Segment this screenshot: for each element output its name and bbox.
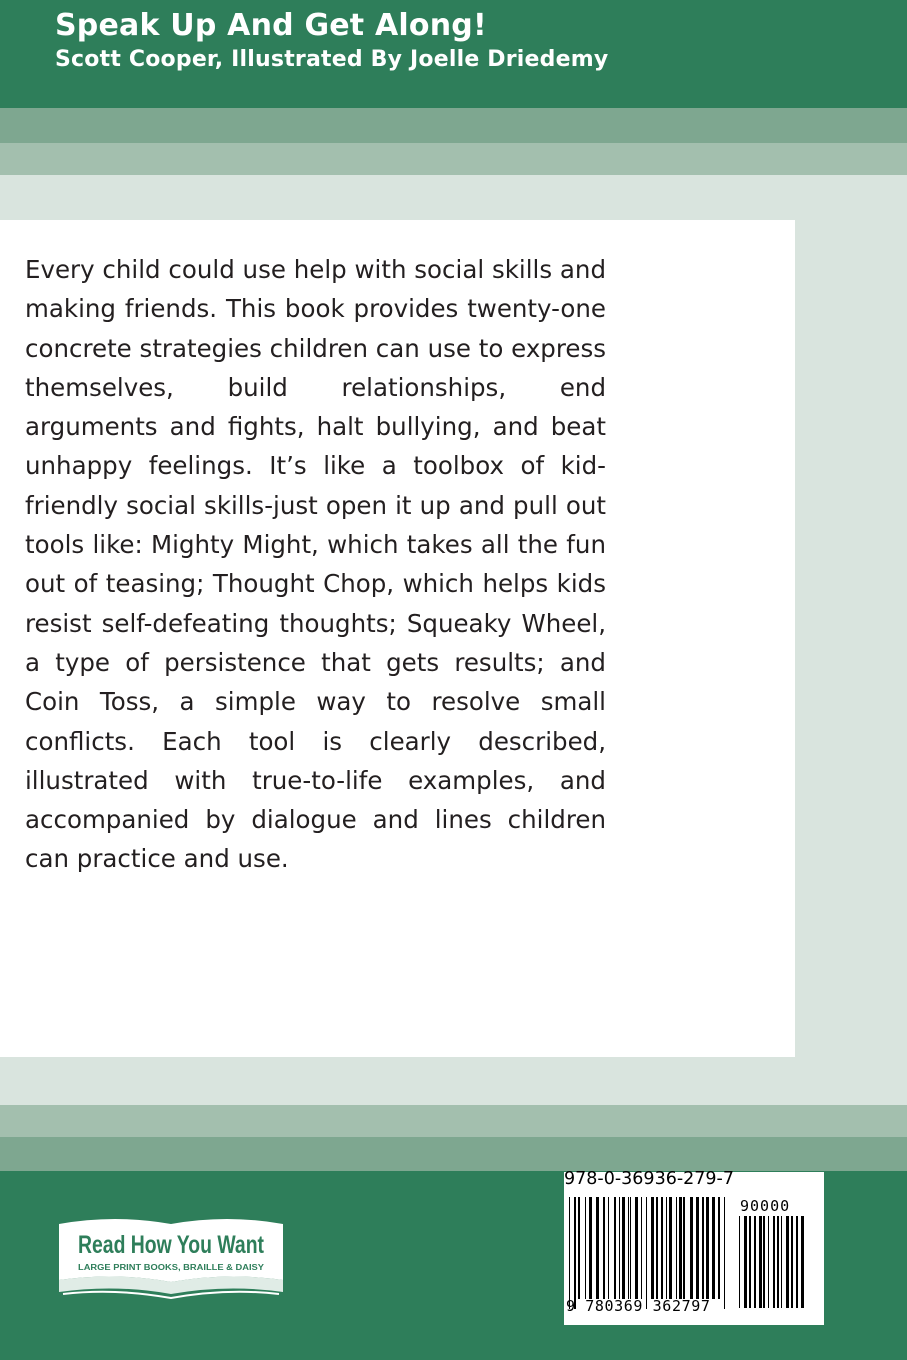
barcode-bar xyxy=(801,1216,804,1308)
barcode-bar xyxy=(589,1197,592,1299)
barcode-bar xyxy=(669,1197,672,1299)
barcode-bar xyxy=(706,1197,709,1299)
barcode-bar xyxy=(781,1216,782,1308)
barcode-bar xyxy=(646,1197,647,1309)
barcode-bar xyxy=(578,1197,580,1299)
bottom-stripe-light xyxy=(0,1105,907,1137)
barcode-bar xyxy=(791,1216,793,1308)
barcode-bar xyxy=(635,1197,638,1299)
publisher-tagline: LARGE PRINT BOOKS, BRAILLE & DAISY xyxy=(78,1263,265,1272)
barcode-bar xyxy=(622,1197,625,1299)
open-book-icon xyxy=(55,1216,287,1302)
barcode-bar xyxy=(603,1197,605,1299)
bottom-stripe-mid xyxy=(0,1137,907,1171)
isbn-barcode xyxy=(568,1197,730,1309)
book-blurb: Every child could use help with social skills and making friends. This book provides twenty-one concrete strategies children can use to express themselves, build relationships, end arguments and fights, halt bullying, and beat unhappy feelings. It’s like a toolbox of kid-friendly social skills-just open it up and pull out tools like: Mighty Might, which takes all the fun out of teasing; Thought Chop, which helps kids resist self-defeating thoughts; Squeaky Wheel, a type of persistence that gets results; and Coin Toss, a simple way to resolve small conflicts. Each tool is clearly described, illustrated with true-to-life examples, and accompanied by dialogue and lines children can practice and use. xyxy=(25,255,606,874)
isbn-number: 978-0-36936-279-7 xyxy=(564,1169,735,1189)
top-stripe-light xyxy=(0,143,907,175)
price-code: 90000 xyxy=(740,1197,791,1215)
barcode-bar xyxy=(596,1197,599,1299)
barcode-bar xyxy=(690,1197,693,1299)
barcode-bar xyxy=(683,1197,685,1299)
barcode-bar xyxy=(574,1197,576,1309)
barcode-bar xyxy=(608,1197,609,1299)
barcode-bar xyxy=(763,1216,765,1308)
barcode-bar xyxy=(630,1197,631,1299)
price-addon-barcode xyxy=(738,1216,808,1318)
barcode-bar xyxy=(585,1197,586,1299)
barcode-bar xyxy=(786,1216,789,1308)
book-byline: Scott Cooper, Illustrated By Joelle Driedemy xyxy=(55,47,609,72)
barcode-bar xyxy=(773,1216,775,1308)
barcode-bar xyxy=(651,1197,654,1299)
cover-header xyxy=(0,0,907,108)
barcode-bar xyxy=(718,1197,720,1299)
barcode-bar xyxy=(768,1216,769,1308)
barcode-bar xyxy=(754,1216,756,1308)
barcode-bar xyxy=(796,1216,798,1308)
barcode-bar xyxy=(724,1197,725,1309)
book-title: Speak Up And Get Along! xyxy=(55,8,487,43)
barcode-bar xyxy=(759,1216,762,1308)
barcode-bar xyxy=(628,1197,629,1299)
publisher-name: Read How You Want xyxy=(78,1231,265,1259)
publisher-logo xyxy=(55,1216,287,1302)
barcode-bar xyxy=(744,1216,747,1308)
barcode-bar xyxy=(696,1197,699,1299)
barcode-bar xyxy=(661,1197,663,1299)
barcode-bar xyxy=(569,1197,570,1309)
barcode-digits: 9 780369 362797 xyxy=(566,1297,711,1315)
barcode-bar xyxy=(679,1197,682,1299)
top-stripe-mid xyxy=(0,108,907,143)
barcode-bar xyxy=(619,1197,620,1299)
barcode-bar xyxy=(656,1197,658,1299)
barcode-bar xyxy=(777,1216,779,1308)
barcode-bar xyxy=(641,1197,642,1299)
barcode-bar xyxy=(666,1197,667,1299)
barcode-bar xyxy=(749,1216,751,1308)
barcode-bar xyxy=(676,1197,677,1299)
barcode-bar xyxy=(712,1197,715,1299)
barcode-bar xyxy=(739,1216,740,1308)
barcode-bar xyxy=(614,1197,616,1299)
barcode-bar xyxy=(702,1197,704,1299)
